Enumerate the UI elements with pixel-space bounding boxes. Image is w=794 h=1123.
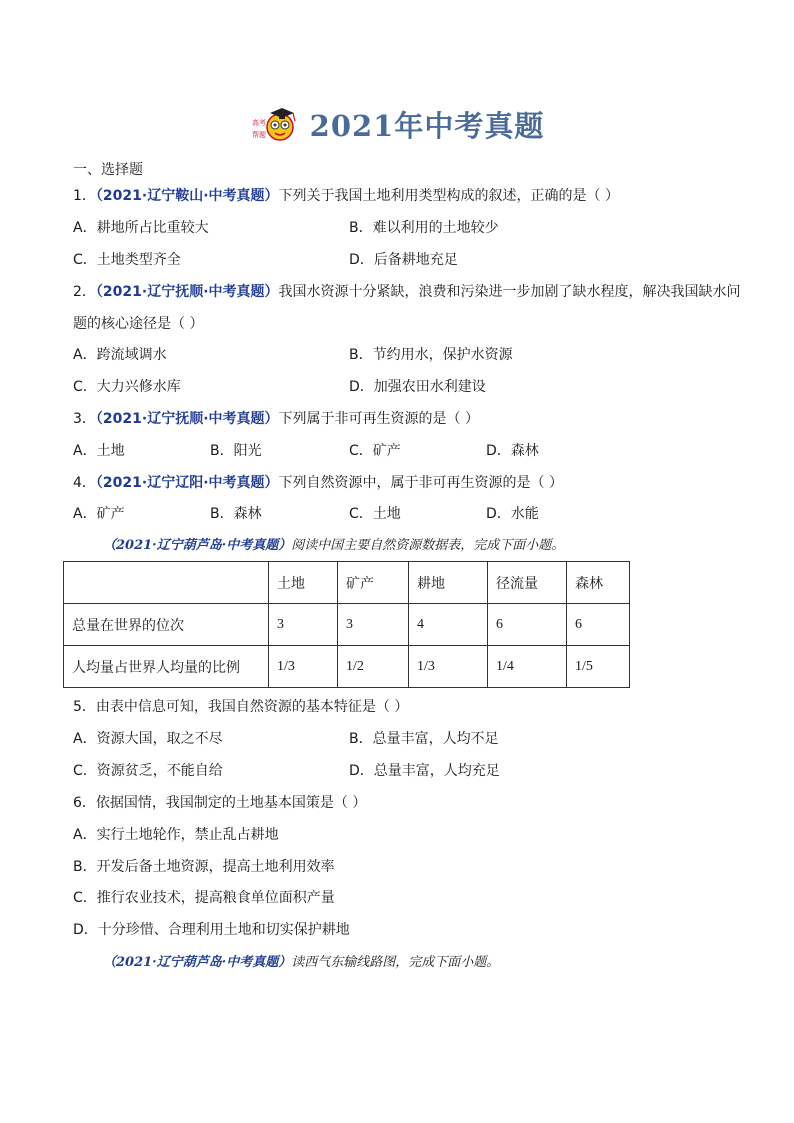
question-source: （2021·辽宁抚顺·中考真题） [95, 284, 279, 300]
question-2 [73, 282, 741, 302]
question-source: （2021·辽宁辽阳·中考真题） [95, 475, 279, 491]
question-number: 4． [73, 475, 96, 491]
table-cell: 人均量占世界人均量的比例 [64, 646, 269, 688]
q3-option-b: B．阳光 [210, 443, 262, 459]
reading-note-1 [103, 536, 564, 556]
q4-option-a: A．矿产 [73, 506, 125, 522]
resource-data-table [63, 561, 630, 688]
q6-option-a: A．实行土地轮作，禁止乱占耕地 [73, 827, 279, 843]
section-heading: 一、选择题 [73, 162, 143, 178]
question-number: 3． [73, 411, 96, 427]
table-cell: 6 [488, 604, 567, 646]
table-header-cell: 耕地 [409, 562, 488, 604]
question-text: 下列关于我国土地利用类型构成的叙述，正确的是（ ） [278, 188, 619, 204]
q3-option-d: D．森林 [486, 443, 539, 459]
question-text: 下列属于非可再生资源的是（ ） [278, 411, 479, 427]
page-title: 2021年中考真题 [309, 109, 545, 143]
question-2-continued: 题的核心途径是（ ） [73, 316, 204, 332]
q2-option-b: B．节约用水，保护水资源 [349, 347, 513, 363]
q1-option-a: A．耕地所占比重较大 [73, 220, 209, 236]
q5-option-b: B．总量丰富，人均不足 [349, 731, 499, 747]
q2-option-a: A．跨流域调水 [73, 347, 167, 363]
question-text: 我国水资源十分紧缺，浪费和污染进一步加剧了缺水程度，解决我国缺水问 [278, 284, 741, 300]
q6-option-c: C．推行农业技术，提高粮食单位面积产量 [73, 890, 335, 906]
question-source: （2021·辽宁鞍山·中考真题） [95, 188, 279, 204]
question-5: 5．由表中信息可知，我国自然资源的基本特征是（ ） [73, 699, 409, 715]
q1-option-d: D．后备耕地充足 [349, 252, 458, 268]
table-cell: 总量在世界的位次 [64, 604, 269, 646]
note-text: 阅读中国主要自然资源数据表，完成下面小题。 [291, 538, 565, 553]
table-cell: 3 [269, 604, 338, 646]
q3-option-c: C．矿产 [349, 443, 401, 459]
question-number: 2． [73, 284, 96, 300]
table-header-cell: 径流量 [488, 562, 567, 604]
table-header-cell: 森林 [567, 562, 630, 604]
svg-text:高考: 高考 [251, 118, 266, 127]
table-header-cell: 矿产 [338, 562, 409, 604]
question-4 [73, 473, 563, 493]
q4-option-d: D．水能 [486, 506, 539, 522]
q1-option-b: B．难以利用的土地较少 [349, 220, 499, 236]
table-cell: 1/3 [269, 646, 338, 688]
note-source: （2021·辽宁葫芦岛·中考真题） [103, 538, 292, 553]
question-source: （2021·辽宁抚顺·中考真题） [95, 411, 279, 427]
title-area [0, 104, 794, 145]
q4-option-c: C．土地 [349, 506, 401, 522]
q6-option-b: B．开发后备土地资源，提高土地利用效率 [73, 859, 335, 875]
q6-option-d: D．十分珍惜、合理利用土地和切实保护耕地 [73, 922, 350, 938]
q5-option-a: A．资源大国，取之不尽 [73, 731, 223, 747]
question-1 [73, 186, 619, 206]
reading-note-2 [103, 953, 499, 973]
table-cell: 1/3 [409, 646, 488, 688]
q2-option-d: D．加强农田水利建设 [349, 379, 486, 395]
table-cell: 1/2 [338, 646, 409, 688]
question-number: 1． [73, 188, 96, 204]
q2-option-c: C．大力兴修水库 [73, 379, 181, 395]
table-header-cell: 土地 [269, 562, 338, 604]
mascot-logo-icon [250, 105, 304, 145]
table-cell: 6 [567, 604, 630, 646]
q3-option-a: A．土地 [73, 443, 125, 459]
table-row [64, 646, 630, 688]
q4-option-b: B．森林 [210, 506, 262, 522]
note-text: 读西气东输线路图，完成下面小题。 [291, 955, 500, 970]
table-header-row [64, 562, 630, 604]
table-header-cell [64, 562, 269, 604]
question-3 [73, 409, 479, 429]
q5-option-c: C．资源贫乏，不能自给 [73, 763, 223, 779]
question-text: 下列自然资源中，属于非可再生资源的是（ ） [278, 475, 563, 491]
question-6: 6．依据国情，我国制定的土地基本国策是（ ） [73, 795, 367, 811]
q5-option-d: D．总量丰富，人均充足 [349, 763, 500, 779]
table-cell: 1/4 [488, 646, 567, 688]
table-cell: 4 [409, 604, 488, 646]
note-source: （2021·辽宁葫芦岛·中考真题） [103, 955, 292, 970]
table-cell: 1/5 [567, 646, 630, 688]
table-row [64, 604, 630, 646]
svg-text:帮题: 帮题 [251, 130, 266, 139]
q1-option-c: C．土地类型齐全 [73, 252, 181, 268]
table-cell: 3 [338, 604, 409, 646]
